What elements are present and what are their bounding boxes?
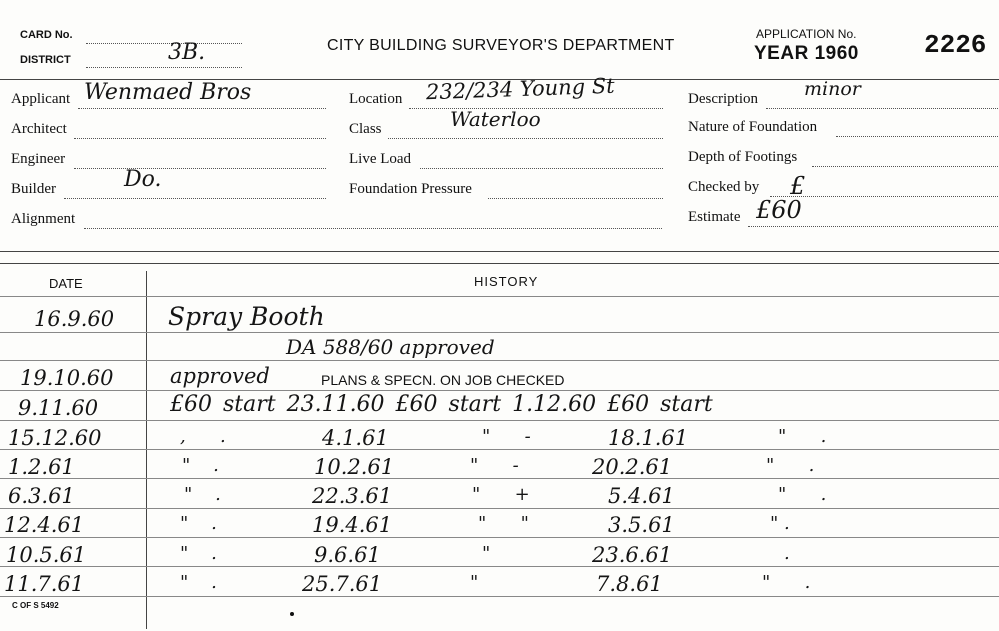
history-ditto: , .: [180, 426, 226, 447]
history-top-divider: [0, 251, 999, 252]
date-column-divider: [146, 271, 147, 629]
history-ditto: " -: [470, 455, 519, 476]
application-number: 2226: [924, 30, 987, 60]
history-entry: 7.8.61: [596, 572, 663, 596]
builder-label: Builder: [11, 181, 56, 197]
history-entry: 19.4.61: [312, 513, 393, 537]
card-no-label: CARD No.: [20, 29, 73, 41]
history-top-divider-2: [0, 263, 999, 264]
history-ditto: ": [470, 572, 479, 593]
history-line-4: [0, 420, 999, 421]
nature-of-foundation-label: Nature of Foundation: [688, 119, 818, 135]
engineer-label: Engineer: [11, 151, 66, 167]
history-date: 15.12.60: [8, 426, 102, 450]
history-ditto: " .: [184, 484, 221, 505]
alignment-line: [84, 228, 662, 229]
live-load-label: Live Load: [349, 151, 412, 167]
ink-dot: [290, 612, 294, 616]
history-entry: 5.4.61: [608, 484, 675, 508]
district-label: DISTRICT: [20, 54, 71, 66]
history-date: 11.7.61: [4, 572, 85, 596]
date-header: DATE: [49, 276, 83, 291]
history-ditto: " .: [778, 426, 827, 447]
history-ditto: " ": [478, 513, 529, 534]
location-label: Location: [349, 91, 403, 107]
nature-of-foundation-line: [836, 136, 998, 137]
description-line: [766, 108, 998, 109]
history-line-8: [0, 537, 999, 538]
engineer-line: [74, 168, 326, 169]
estimate-label: Estimate: [688, 209, 741, 225]
year-label: YEAR 1960: [754, 43, 859, 64]
history-entry: 20.2.61: [592, 455, 673, 479]
history-entry: £60 start 23.11.60 £60 start 1.12.60 £60 start: [170, 392, 713, 417]
history-ditto: " .: [180, 572, 217, 593]
history-entry: 10.2.61: [314, 455, 395, 479]
history-ditto: " .: [762, 572, 811, 593]
history-entry: DA 588/60 approved: [286, 335, 495, 359]
class-line: [388, 138, 663, 139]
builder-line: [64, 198, 326, 199]
history-ditto: " .: [778, 484, 827, 505]
class-value: Waterloo: [450, 107, 541, 131]
history-line-3: [0, 390, 999, 391]
history-ditto: ": [482, 543, 491, 564]
history-line-1: [0, 332, 999, 333]
history-line-5: [0, 449, 999, 450]
history-printed-stamp: PLANS & SPECN. ON JOB CHECKED: [321, 372, 565, 388]
live-load-line: [420, 168, 663, 169]
builder-value: Do.: [124, 167, 162, 192]
location-value: 232/234 Young St: [425, 73, 615, 105]
history-header-line: [0, 296, 999, 297]
district-value: 3B.: [168, 40, 206, 65]
description-value: minor: [804, 78, 861, 100]
architect-line: [74, 138, 326, 139]
history-date: 1.2.61: [8, 455, 75, 479]
history-entry: 4.1.61: [322, 426, 389, 450]
history-ditto: " .: [182, 455, 219, 476]
history-ditto: " .: [180, 543, 217, 564]
history-date: 10.5.61: [6, 543, 87, 567]
history-ditto: " .: [766, 455, 815, 476]
alignment-label: Alignment: [11, 211, 76, 227]
history-line-6: [0, 478, 999, 479]
history-entry: 9.6.61: [314, 543, 381, 567]
applicant-line: [78, 108, 326, 109]
applicant-label: Applicant: [11, 91, 71, 107]
form-code: C OF S 5492: [12, 601, 59, 610]
history-entry: Spray Booth: [168, 302, 325, 331]
foundation-pressure-label: Foundation Pressure: [349, 181, 472, 197]
history-ditto: " .: [770, 513, 790, 534]
estimate-line: [748, 226, 998, 227]
history-date: 9.11.60: [18, 396, 99, 420]
depth-of-footings-line: [812, 166, 998, 167]
district-line: [86, 67, 242, 68]
architect-label: Architect: [11, 121, 67, 137]
history-entry: 22.3.61: [312, 484, 393, 508]
history-line-2: [0, 360, 999, 361]
applicant-value: Wenmaed Bros: [84, 80, 252, 105]
history-entry: 3.5.61: [608, 513, 675, 537]
history-line-9: [0, 566, 999, 567]
history-entry: 18.1.61: [608, 426, 689, 450]
class-label: Class: [349, 121, 382, 137]
depth-of-footings-label: Depth of Footings: [688, 149, 798, 165]
history-date: 16.9.60: [34, 307, 115, 331]
history-line-10: [0, 596, 999, 597]
application-no-label: APPLICATION No.: [756, 27, 857, 41]
history-line-7: [0, 508, 999, 509]
foundation-pressure-line: [488, 198, 663, 199]
history-date: 19.10.60: [20, 366, 114, 390]
history-header: HISTORY: [474, 274, 539, 289]
history-date: 6.3.61: [8, 484, 75, 508]
checked-by-value: £: [790, 172, 806, 200]
history-ditto: " .: [180, 513, 217, 534]
checked-by-label: Checked by: [688, 179, 760, 195]
history-date: 12.4.61: [4, 513, 85, 537]
department-title: CITY BUILDING SURVEYOR'S DEPARTMENT: [327, 37, 675, 54]
history-ditto: " +: [472, 484, 530, 505]
history-ditto: .: [784, 543, 790, 564]
description-label: Description: [688, 91, 758, 107]
history-entry: approved: [170, 364, 270, 388]
history-entry: 25.7.61: [302, 572, 383, 596]
history-entry: 23.6.61: [592, 543, 673, 567]
history-ditto: " -: [482, 426, 531, 447]
estimate-value: £60: [756, 196, 802, 224]
card-no-line: [86, 43, 242, 44]
